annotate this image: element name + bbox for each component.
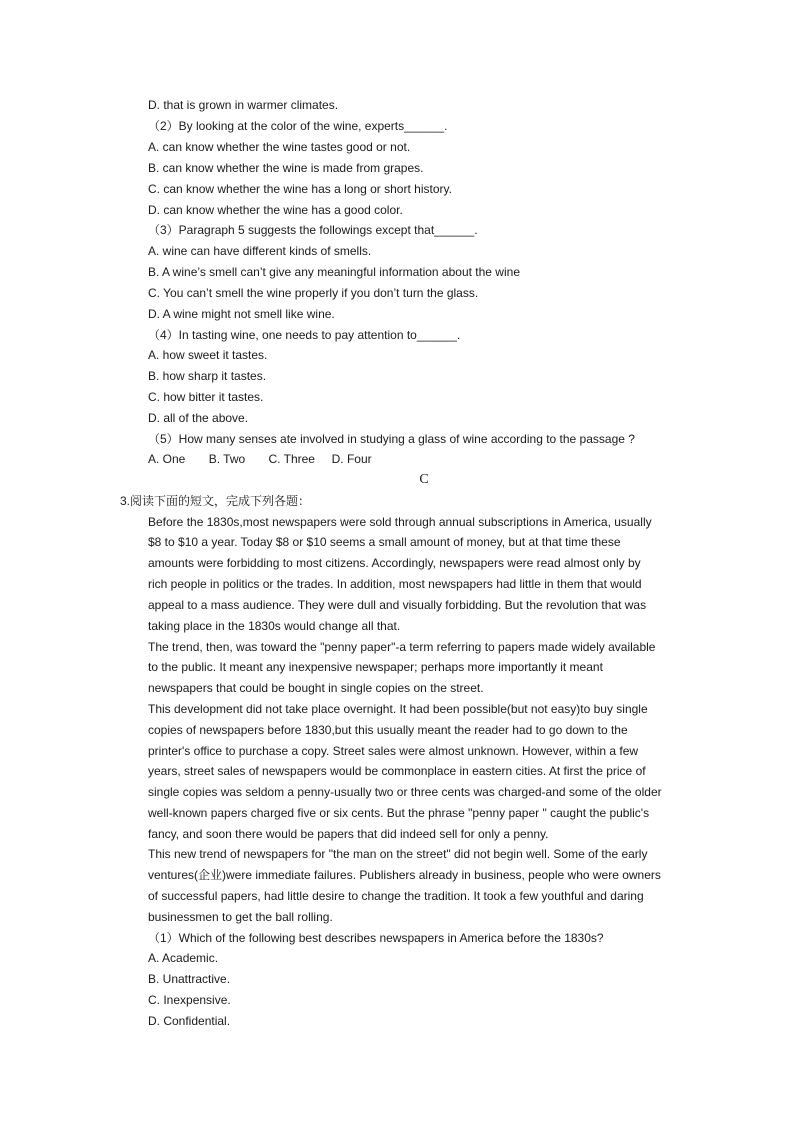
passage-line: newspapers that could be bought in single copies on the street. — [148, 681, 484, 695]
passage-line: The trend, then, was toward the "penny paper"-a term referring to papers made widely available — [148, 640, 656, 654]
question-stem-3: （3）Paragraph 5 suggests the followings except that______. — [148, 223, 478, 237]
question-stem-2: （2）By looking at the color of the wine, experts______. — [148, 119, 448, 133]
option-a: A. how sweet it tastes. — [148, 348, 268, 362]
question-stem-4: （4）In tasting wine, one needs to pay attention to______. — [148, 328, 461, 342]
passage-line: of successful papers, had little desire to change the tradition. It took a few youthful and daring — [148, 889, 644, 903]
passage-line: $8 to $10 a year. Today $8 or $10 seems a small amount of money, but at that time these — [148, 535, 621, 549]
passage-line: to the public. It meant any inexpensive newspaper; perhaps more importantly it meant — [148, 660, 603, 674]
option-b: B. how sharp it tastes. — [148, 369, 267, 383]
passage-line: This development did not take place overnight. It had been possible(but not easy)to buy single — [148, 702, 648, 716]
section-title: C — [419, 472, 429, 487]
passage-line: This new trend of newspapers for "the man on the street" did not begin well. Some of the early — [148, 847, 648, 861]
passage-line: ventures(企业)were immediate failures. Publishers already in business, people who were owners — [148, 868, 661, 882]
option-b: B. A wine’s smell can’t give any meaningful information about the wine — [148, 265, 520, 279]
question-stem-c1: （1）Which of the following best describes newspapers in America before the 1830s? — [148, 931, 604, 945]
passage-line: well-known papers charged five or six cents. But the phrase "penny paper " caught the public's — [148, 806, 650, 820]
question-stem-5: （5）How many senses ate involved in studying a glass of wine according to the passage ? — [148, 432, 635, 446]
passage-line: years, street sales of newspapers would be commonplace in eastern cities. At first the price of — [148, 764, 646, 778]
passage-line: businessmen to get the ball rolling. — [148, 910, 333, 924]
option-d: D. that is grown in warmer climates. — [148, 98, 339, 112]
option-d: D. Confidential. — [148, 1014, 231, 1028]
passage-line: printer's office to purchase a copy. Street sales were almost unknown. However, within a few — [148, 744, 639, 758]
option-c: C. You can’t smell the wine properly if you don’t turn the glass. — [148, 286, 479, 300]
passage-line: taking place in the 1830s would change all that. — [148, 619, 401, 633]
option-d: D. A wine might not smell like wine. — [148, 307, 335, 321]
option-c: C. how bitter it tastes. — [148, 390, 264, 404]
option-a: A. can know whether the wine tastes good or not. — [148, 140, 411, 154]
passage-line: fancy, and soon there would be papers that did indeed sell for only a penny. — [148, 827, 549, 841]
passage-line: Before the 1830s,most newspapers were sold through annual subscriptions in America, usually — [148, 515, 652, 529]
passage-line: single copies was seldom a penny-usually two or three cents was charged-and some of the older — [148, 785, 662, 799]
section-instruction: 3.阅读下面的短文，完成下列各题： — [120, 494, 311, 508]
option-d: D. all of the above. — [148, 411, 249, 425]
option-a: A. Academic. — [148, 951, 219, 965]
option-b: B. Unattractive. — [148, 972, 231, 986]
passage-line: amounts were forbidding to most citizens. Accordingly, newspapers were read almost only by — [148, 556, 641, 570]
passage-line: copies of newspapers before 1830,but this usually meant the reader had to go down to the — [148, 723, 628, 737]
passage-line: appeal to a mass audience. They were dull and visually forbidding. But the revolution that was — [148, 598, 647, 612]
option-c: C. can know whether the wine has a long or short history. — [148, 182, 452, 196]
options-row: A. One B. Two C. Three D. Four — [148, 452, 372, 466]
option-b: B. can know whether the wine is made from grapes. — [148, 161, 424, 175]
option-d: D. can know whether the wine has a good color. — [148, 203, 403, 217]
option-a: A. wine can have different kinds of smells. — [148, 244, 372, 258]
passage-line: rich people in politics or the trades. In addition, most newspapers had little in them that would — [148, 577, 642, 591]
option-c: C. Inexpensive. — [148, 993, 231, 1007]
